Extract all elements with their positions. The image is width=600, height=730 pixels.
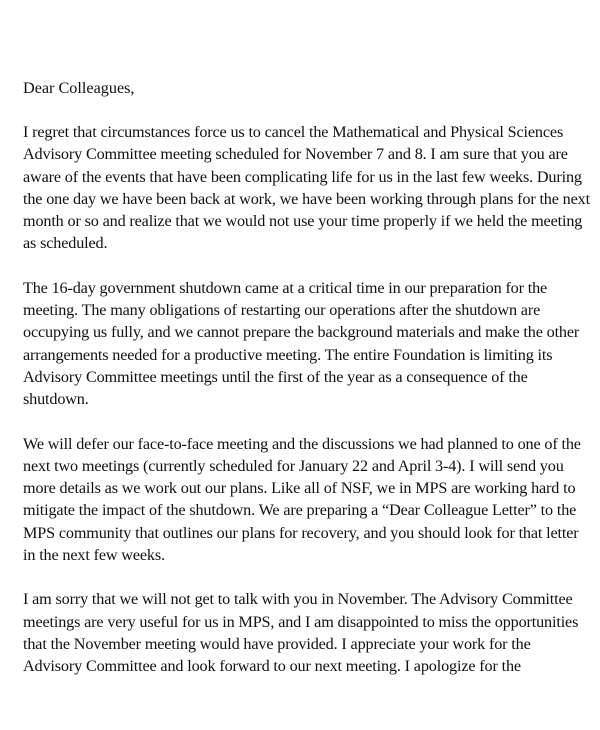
text-line: month or so and realize that we would not use your time properly if we held the meeting <box>23 212 583 231</box>
text-line: Advisory Committee and look forward to our next meeting. I apologize for the <box>23 657 521 676</box>
text-line: shutdown. <box>23 390 89 409</box>
paragraph-1 <box>23 121 590 255</box>
letter-body <box>23 77 590 700</box>
text-line: next two meetings (currently scheduled for January 22 and April 3-4). I will send you <box>23 456 564 475</box>
text-line: mitigate the impact of the shutdown. We are preparing a “Dear Colleague Letter” to the <box>23 501 577 520</box>
text-line: Advisory Committee meetings until the first of the year as a consequence of the <box>23 367 528 386</box>
text-line: aware of the events that have been complicating life for us in the last few weeks. During <box>23 167 582 186</box>
text-line: arrangements needed for a productive meeting. The entire Foundation is limiting its <box>23 345 553 364</box>
text-line: The 16-day government shutdown came at a critical time in our preparation for the <box>23 278 548 297</box>
text-line: meetings are very useful for us in MPS, and I am disappointed to miss the opportunities <box>23 612 579 631</box>
paragraph-4 <box>23 588 579 677</box>
text-line: the one day we have been back at work, we have been working through plans for the next <box>23 189 590 208</box>
text-line: Advisory Committee meeting scheduled for November 7 and 8. I am sure that you are <box>23 145 568 164</box>
salutation: Dear Colleagues, <box>23 79 135 97</box>
paragraph-3 <box>23 433 581 567</box>
text-line: We will defer our face-to-face meeting and the discussions we had planned to one of the <box>23 434 581 453</box>
text-line: more details as we work out our plans. Like all of NSF, we in MPS are working hard to <box>23 479 576 498</box>
text-line: in the next few weeks. <box>23 546 165 565</box>
text-line: that the November meeting would have provided. I appreciate your work for the <box>23 634 531 653</box>
text-line: as scheduled. <box>23 234 108 253</box>
text-line: MPS community that outlines our plans for recovery, and you should look for that letter <box>23 523 579 542</box>
text-line: meeting. The many obligations of restarting our operations after the shutdown are <box>23 301 541 320</box>
paragraph-2 <box>23 277 580 411</box>
text-line: occupying us fully, and we cannot prepare the background materials and make the other <box>23 323 580 342</box>
text-line: I am sorry that we will not get to talk with you in November. The Advisory Committee <box>23 590 573 609</box>
text-line: I regret that circumstances force us to cancel the Mathematical and Physical Sciences <box>23 123 564 141</box>
